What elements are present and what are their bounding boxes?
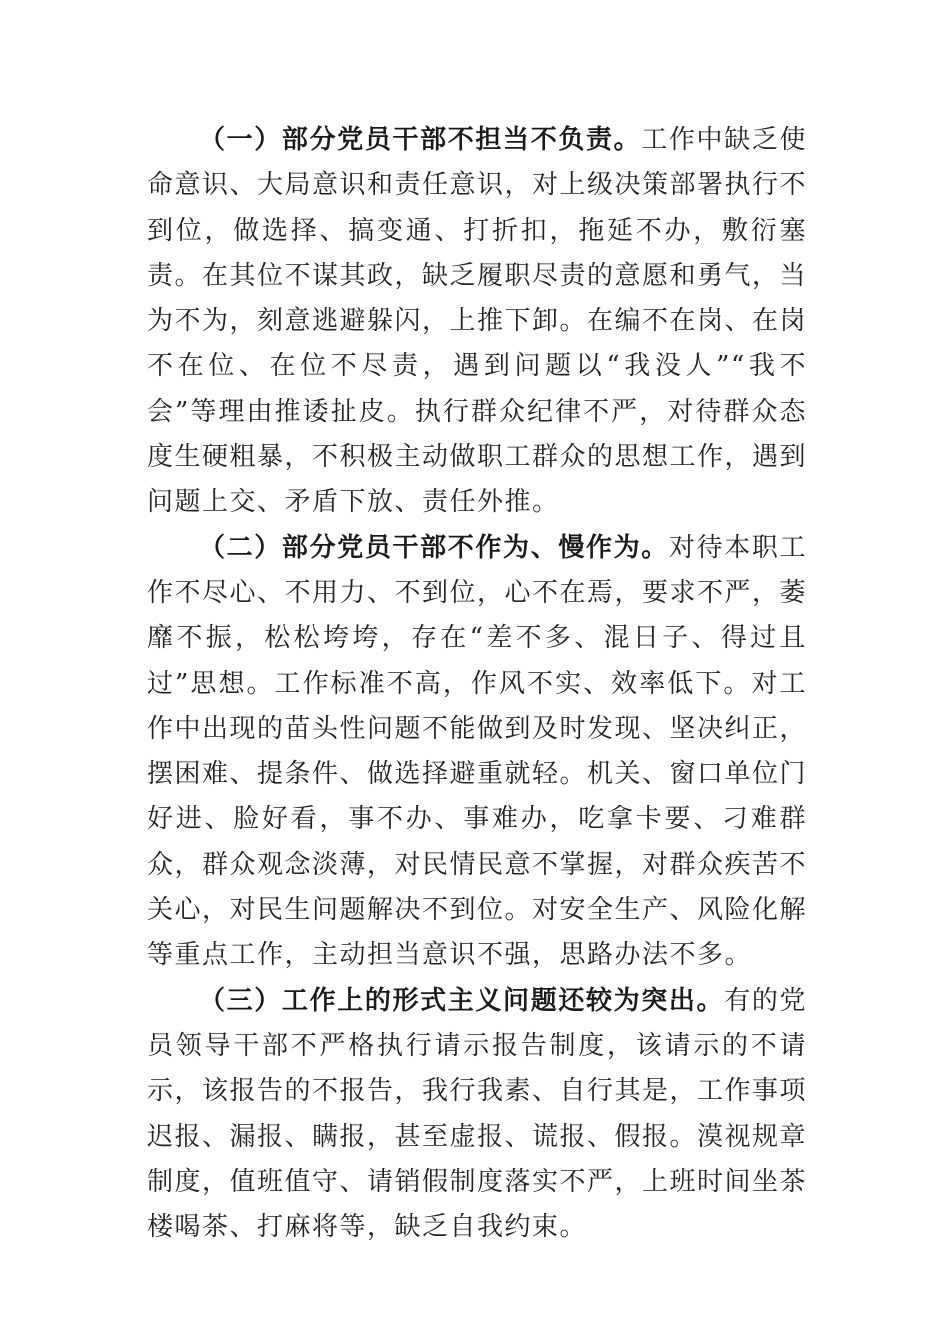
paragraph-2	[147, 526, 807, 979]
paragraph-2-text: 对待本职工作不尽心、不用力、不到位，心不在焉，要求不严，萎靡不振，松松垮垮，存在“差不多、混日子、得过且过”思想。工作标准不高，作风不实、效率低下。对工作中出现的苗头性问题不能做到及时发现、坚决纠正，摆困难、提条件、做选择避重就轻。机关、窗口单位门好进、脸好看，事不办、事难办，吃拿卡要、刁难群众，群众观念淡薄，对民情民意不掌握，对群众疾苦不关心，对民生问题解决不到位。对安全生产、风险化解等重点工作，主动担当意识不强，思路办法不多。	[147, 532, 808, 971]
paragraph-1-text: 工作中缺乏使命意识、大局意识和责任意识，对上级决策部署执行不到位，做选择、搞变通、打折扣，拖延不办，敷衍塞责。在其位不谋其政，缺乏履职尽责的意愿和勇气，当为不为，刻意逃避躲闪，上推下卸。在编不在岗、在岗不在位、在位不尽责，遇到问题以“我没人”“我不会”等理由推诿扯皮。执行群众纪律不严，对待群众态度生硬粗暴，不积极主动做职工群众的思想工作，遇到问题上交、矛盾下放、责任外推。	[147, 125, 808, 518]
paragraph-3-heading: （三）工作上的形式主义问题还较为突出。	[199, 985, 725, 1016]
paragraph-3-text: 有的党员领导干部不严格执行请示报告制度，该请示的不请示，该报告的不报告，我行我素、自行其是，工作事项迟报、漏报、瞒报，甚至虚报、谎报、假报。漠视规章制度，值班值守、请销假制度落实不严，上班时间坐茶楼喝茶、打麻将等，缺乏自我约束。	[147, 985, 808, 1243]
paragraph-2-heading: （二）部分党员干部不作为、慢作为。	[199, 532, 669, 563]
paragraph-1-heading: （一）部分党员干部不担当不负责。	[199, 125, 642, 155]
document-body	[147, 118, 807, 1250]
paragraph-3	[147, 979, 807, 1251]
paragraph-1	[147, 118, 807, 526]
